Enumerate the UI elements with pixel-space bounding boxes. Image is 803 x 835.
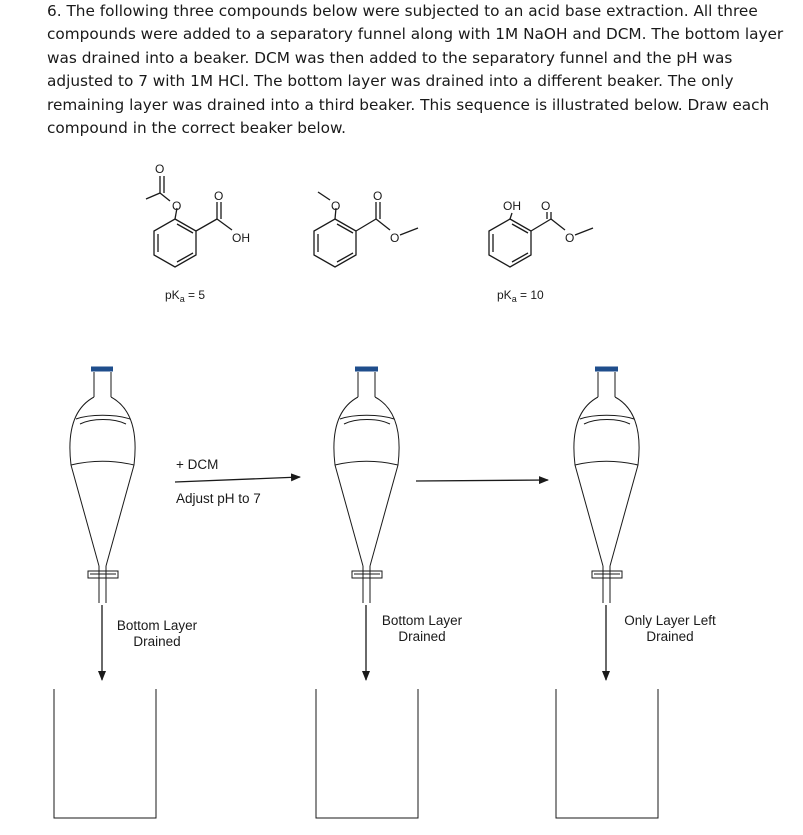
drain-label-2-line1: Bottom Layer (381, 613, 463, 628)
drain-label-1-line2: Drained (133, 634, 181, 649)
compound-3-pka: $pK_a = 10$ (497, 288, 544, 304)
compound-3-atom-hydroxyl: OH (503, 199, 521, 213)
step-label-adjust-ph: Adjust pH to 7 (176, 491, 261, 506)
compound-3-atom-ester-o: O (565, 231, 575, 245)
compound-1-pka: $pK_a = 5$ (165, 288, 206, 304)
compound-3-atom-carbonyl-o: O (541, 199, 551, 213)
drain-label-3-line1: Only Layer Left (624, 613, 716, 628)
separatory-funnel-1 (70, 369, 135, 603)
question-text: 6. The following three compounds below were subjected to an acid base extraction. All three compounds were added to a separatory funnel along with 1M NaOH and DCM. The bottom layer was drained into a beaker. DCM was then added to the separatory funnel and the pH was adjusted to 7 with 1M HCl. The bottom layer was drained into a different beaker. The only remaining layer was drained into a third beaker. This sequence is illustrated below. Draw each compound in the correct beaker below. (47, 2, 784, 138)
step-label-add-dcm: + DCM (176, 457, 219, 472)
compound-2-atom-ester-o: O (390, 231, 400, 245)
beaker-3 (556, 689, 658, 818)
step-arrow-2 (416, 480, 548, 481)
compound-2-atom-carbonyl-o: O (373, 189, 383, 203)
separatory-funnel-2 (334, 369, 399, 603)
compound-1-atom-hydroxyl: OH (232, 231, 250, 245)
drain-label-3-line2: Drained (646, 629, 694, 644)
compound-2-structure (314, 192, 418, 267)
compound-1-atom-ester-o: O (172, 199, 182, 213)
compound-1-atom-carbonyl-o-top: O (155, 162, 165, 176)
compound-3-structure (489, 212, 593, 267)
compound-1-atom-carbonyl-o-right: O (214, 189, 224, 203)
drain-label-1-line1: Bottom Layer (116, 618, 198, 633)
drain-label-2-line2: Drained (398, 629, 446, 644)
beaker-2 (316, 689, 418, 818)
benzene-ring (314, 219, 356, 267)
beaker-1 (54, 689, 156, 818)
separatory-funnel-3 (574, 369, 639, 603)
compound-2-atom-ether-o: O (331, 199, 341, 213)
benzene-ring (154, 219, 196, 267)
benzene-ring (489, 219, 531, 267)
step-arrow-1 (175, 477, 300, 482)
